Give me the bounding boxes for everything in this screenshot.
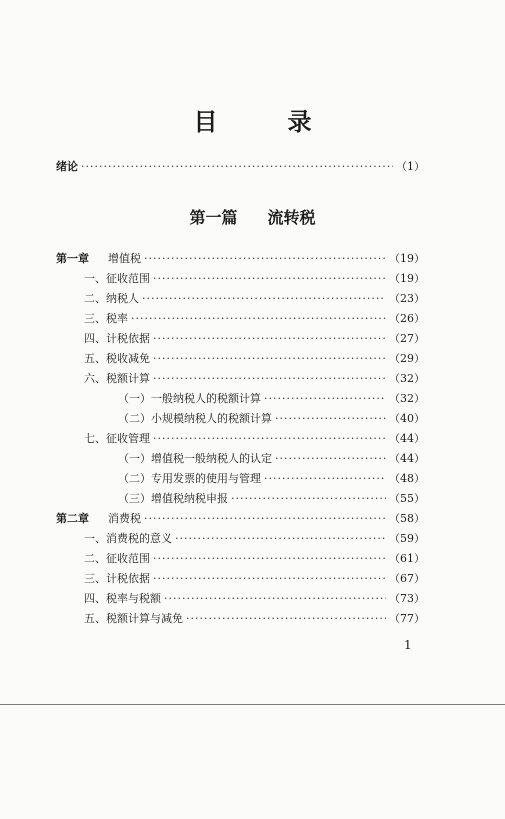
toc-entry: [118, 412, 425, 426]
toc-entry-page: （67）: [389, 572, 425, 585]
toc-entry: [84, 352, 425, 366]
toc-entry-page: （73）: [389, 592, 425, 605]
leader-dots: [164, 592, 386, 606]
toc-entry: [84, 432, 425, 446]
leader-dots: [231, 492, 386, 506]
leader-dots: [153, 332, 386, 346]
leader-dots: [153, 272, 386, 286]
footer-page-number: 1: [404, 638, 412, 652]
leader-dots: [175, 532, 386, 546]
toc-entry-label: （二）小规模纳税人的税额计算: [118, 412, 272, 425]
toc-entry-label: 六、税额计算: [84, 372, 150, 385]
toc-entry-label: 绪论: [56, 160, 78, 173]
toc-entry-label: 增值税: [108, 252, 141, 265]
toc-entry: [84, 612, 425, 626]
toc-entry-label: 七、征收管理: [84, 432, 150, 445]
toc-entry-page: （40）: [389, 412, 425, 425]
toc-entry-page: （23）: [389, 292, 425, 305]
toc-entry: [118, 472, 425, 486]
toc-entry-label: 三、计税依据: [84, 572, 150, 585]
leader-dots: [153, 552, 386, 566]
toc-entry-page: （55）: [389, 492, 425, 505]
toc-entry-page: （29）: [389, 352, 425, 365]
toc-entry: [118, 392, 425, 406]
toc-entry: [84, 592, 425, 606]
toc-entry-page: （26）: [389, 312, 425, 325]
toc-entry: [84, 572, 425, 586]
title-char-right: 录: [287, 108, 312, 136]
toc-entry: [84, 552, 425, 566]
toc-entry-page: （19）: [389, 252, 425, 265]
toc-entry-page: （1）: [396, 160, 425, 173]
leader-dots: [81, 160, 393, 174]
toc-entry-label: （一）一般纳税人的税额计算: [118, 392, 261, 405]
toc-entry-page: （48）: [389, 472, 425, 485]
toc-entry: [118, 492, 425, 506]
toc-entry-label: 三、税率: [84, 312, 128, 325]
toc-entry-page: （44）: [389, 452, 425, 465]
leader-dots: [264, 392, 386, 406]
leader-dots: [153, 352, 386, 366]
leader-dots: [131, 312, 386, 326]
toc-entry-label: （三）增值税纳税申报: [118, 492, 228, 505]
toc-entry: [118, 452, 425, 466]
leader-dots: [153, 572, 386, 586]
leader-dots: [153, 432, 386, 446]
part-name: 流转税: [267, 208, 316, 227]
toc-entry-chapter-2: [56, 512, 425, 526]
toc-entry: [84, 312, 425, 326]
leader-dots: [275, 412, 386, 426]
leader-dots: [153, 372, 386, 386]
toc-entry-label: （二）专用发票的使用与管理: [118, 472, 261, 485]
toc-entry: [84, 272, 425, 286]
leader-dots: [264, 472, 386, 486]
leader-dots: [186, 612, 386, 626]
toc-entry-label: 消费税: [108, 512, 141, 525]
title-char-left: 目: [193, 108, 218, 136]
toc-entry-page: （32）: [389, 372, 425, 385]
toc-entry-page: （58）: [389, 512, 425, 525]
part-heading: [0, 205, 505, 228]
toc-entry-label: 五、税额计算与减免: [84, 612, 183, 625]
leader-dots: [142, 292, 386, 306]
toc-entry-page: （59）: [389, 532, 425, 545]
leader-dots: [144, 512, 386, 526]
toc-entry-label: 五、税收减免: [84, 352, 150, 365]
part-number: 第一篇: [189, 208, 238, 227]
toc-entry-label: 四、税率与税额: [84, 592, 161, 605]
toc-entry-label: 二、征收范围: [84, 552, 150, 565]
toc-entry: [84, 532, 425, 546]
chapter-number: 第一章: [56, 252, 89, 265]
toc-entry-label: 一、征收范围: [84, 272, 150, 285]
toc-entry-intro: [56, 160, 425, 174]
toc-entry-label: 二、纳税人: [84, 292, 139, 305]
toc-entry: [84, 332, 425, 346]
toc-entry-page: （61）: [389, 552, 425, 565]
toc-entry: [84, 372, 425, 386]
leader-dots: [275, 452, 386, 466]
toc-entry-chapter-1: [56, 252, 425, 266]
toc-entry-page: （44）: [389, 432, 425, 445]
toc-entry-page: （19）: [389, 272, 425, 285]
toc-entry-label: 四、计税依据: [84, 332, 150, 345]
toc-entry-label: 一、消费税的意义: [84, 532, 172, 545]
toc-entry-page: （77）: [389, 612, 425, 625]
toc-entry-page: （27）: [389, 332, 425, 345]
toc-entry: [84, 292, 425, 306]
toc-entry-label: （一）增值税一般纳税人的认定: [118, 452, 272, 465]
chapter-number: 第二章: [56, 512, 89, 525]
page-title: [0, 102, 505, 137]
leader-dots: [144, 252, 386, 266]
page-edge-rule: [0, 704, 505, 705]
toc-entry-page: （32）: [389, 392, 425, 405]
